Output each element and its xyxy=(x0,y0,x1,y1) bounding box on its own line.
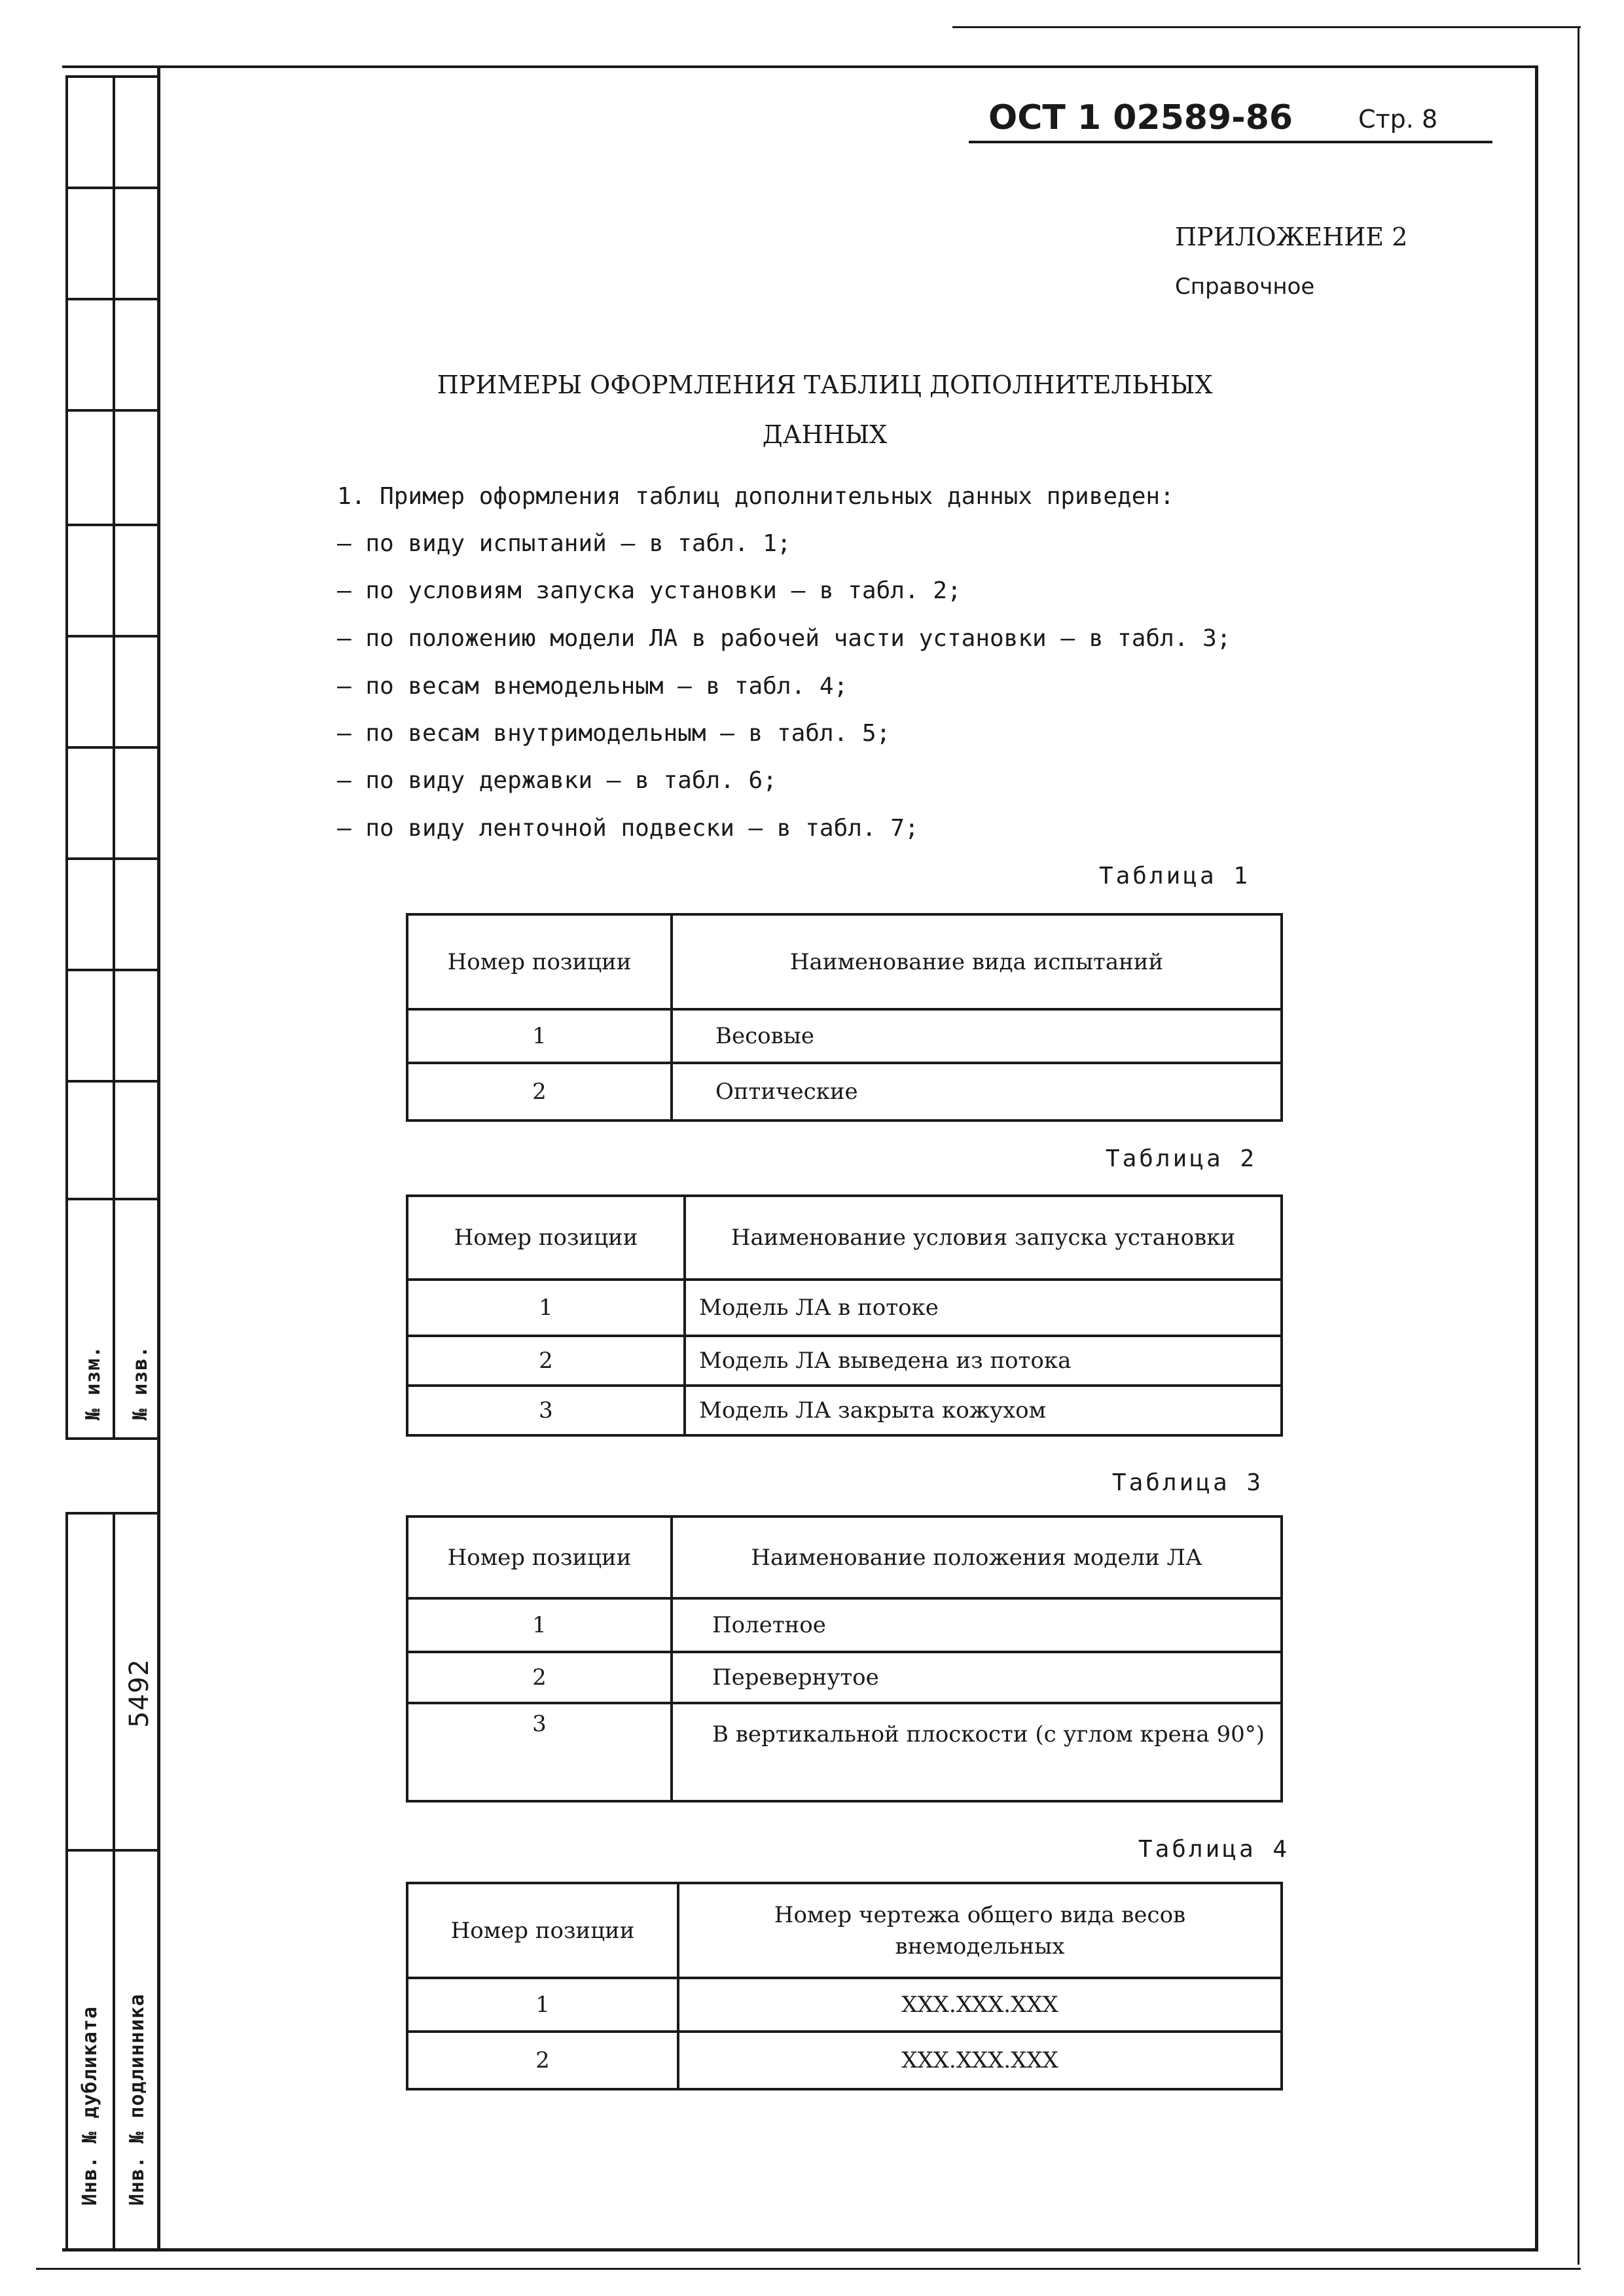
list-item: – по условиям запуска установки – в табл. 2; xyxy=(337,577,962,604)
appendix-label: ПРИЛОЖЕНИЕ 2 xyxy=(1175,223,1408,251)
page-title xyxy=(301,360,1348,459)
table-header: Номер позиции xyxy=(407,1196,685,1280)
table-cell: Полетное xyxy=(672,1598,1282,1652)
table-caption: Таблица 1 xyxy=(1098,863,1250,889)
list-item: – по виду державки – в табл. 6; xyxy=(337,767,777,794)
list-item: – по виду испытаний – в табл. 1; xyxy=(337,530,791,557)
frame-top-outer xyxy=(952,26,1581,28)
table-row xyxy=(407,1652,1282,1703)
stamp-inv-podl-label: Инв. № подлинника xyxy=(126,1993,149,2206)
appendix-type: Справочное xyxy=(1175,274,1315,300)
list-item: – по положению модели ЛА в рабочей части установки – в табл. 3; xyxy=(337,625,1231,652)
table-cell: Модель ЛА выведена из потока xyxy=(685,1336,1282,1386)
stamp-row-line xyxy=(65,187,160,189)
table-header: Номер позиции xyxy=(407,914,672,1009)
stamp-row-line xyxy=(65,969,160,971)
table-2 xyxy=(406,1194,1283,1437)
stamp-row-line xyxy=(65,1849,160,1852)
table-cell: 3 xyxy=(407,1386,685,1435)
table-header: Наименование вида испытаний xyxy=(672,914,1282,1009)
stamp-upper-divider xyxy=(113,75,115,1440)
stamp-inv-number: 5492 xyxy=(124,1659,154,1728)
table-row xyxy=(407,1009,1282,1063)
stamp-row-line xyxy=(65,1198,160,1200)
table-cell: Весовые xyxy=(672,1009,1282,1063)
stamp-row-line xyxy=(65,409,160,412)
table-cell: XXX.XXX.XXX xyxy=(678,1978,1282,2032)
frame-bottom xyxy=(62,2248,1538,2251)
stamp-lower-divider xyxy=(113,1512,115,2251)
table-cell: Модель ЛА в потоке xyxy=(685,1280,1282,1336)
table-1 xyxy=(406,913,1283,1122)
table-cell: Оптические xyxy=(672,1063,1282,1121)
table-cell: 3 xyxy=(407,1703,672,1801)
table-cell: В вертикальной плоскости (с углом крена 90°) xyxy=(672,1703,1282,1801)
table-caption: Таблица 4 xyxy=(1138,1836,1290,1863)
doc-code: ОСТ 1 02589-86 xyxy=(988,98,1293,137)
page-title-line1: ПРИМЕРЫ ОФОРМЛЕНИЯ ТАБЛИЦ ДОПОЛНИТЕЛЬНЫХ xyxy=(437,370,1213,399)
table-header: Наименование положения модели ЛА xyxy=(672,1516,1282,1598)
list-item: – по весам внемодельным – в табл. 4; xyxy=(337,673,848,700)
list-item: – по виду ленточной подвески – в табл. 7; xyxy=(337,815,919,842)
table-cell: 2 xyxy=(407,1063,672,1121)
table-cell: 1 xyxy=(407,1978,678,2032)
page-number: Стр. 8 xyxy=(1358,105,1438,134)
table-header: Номер чертежа общего вида весов внемодельных xyxy=(678,1883,1282,1978)
table-row xyxy=(407,1386,1282,1435)
table-caption: Таблица 3 xyxy=(1111,1469,1263,1496)
stamp-izv-label: № изв. xyxy=(129,1345,152,1420)
table-header: Номер позиции xyxy=(407,1516,672,1598)
table-3 xyxy=(406,1515,1283,1803)
table-row xyxy=(407,1978,1282,2032)
stamp-row-line xyxy=(65,298,160,300)
frame-bottom-outer xyxy=(36,2268,1581,2270)
list-item: – по весам внутримодельным – в табл. 5; xyxy=(337,720,891,747)
table-cell: 1 xyxy=(407,1598,672,1652)
intro-lead: 1. Пример оформления таблиц дополнительных данных приведен: xyxy=(337,483,1174,510)
table-row xyxy=(407,1280,1282,1336)
table-header: Номер позиции xyxy=(407,1883,678,1978)
table-row xyxy=(407,1703,1282,1801)
table-cell: XXX.XXX.XXX xyxy=(678,2032,1282,2089)
table-caption: Таблица 2 xyxy=(1105,1145,1257,1172)
stamp-inv-dubl-label: Инв. № дубликата xyxy=(79,2006,101,2206)
table-cell: 2 xyxy=(407,1652,672,1703)
stamp-row-line xyxy=(65,1080,160,1083)
stamp-row-line xyxy=(65,857,160,860)
stamp-row-line xyxy=(65,746,160,749)
header-underline xyxy=(969,141,1492,143)
table-cell: 2 xyxy=(407,1336,685,1386)
stamp-izm-label: № изм. xyxy=(82,1345,105,1420)
stamp-row-line xyxy=(65,524,160,526)
table-cell: Перевернутое xyxy=(672,1652,1282,1703)
table-cell: 1 xyxy=(407,1280,685,1336)
table-row xyxy=(407,1063,1282,1121)
frame-right-outer xyxy=(1578,26,1579,2265)
table-row xyxy=(407,1598,1282,1652)
table-cell: 1 xyxy=(407,1009,672,1063)
table-cell: Модель ЛА закрыта кожухом xyxy=(685,1386,1282,1435)
table-header: Наименование условия запуска установки xyxy=(685,1196,1282,1280)
frame-right xyxy=(1535,65,1538,2251)
table-4 xyxy=(406,1882,1283,2090)
table-cell: 2 xyxy=(407,2032,678,2089)
table-row xyxy=(407,2032,1282,2089)
stamp-row-line xyxy=(65,635,160,637)
frame-top xyxy=(62,65,1535,68)
page-title-line2: ДАННЫХ xyxy=(762,420,888,449)
table-row xyxy=(407,1336,1282,1386)
